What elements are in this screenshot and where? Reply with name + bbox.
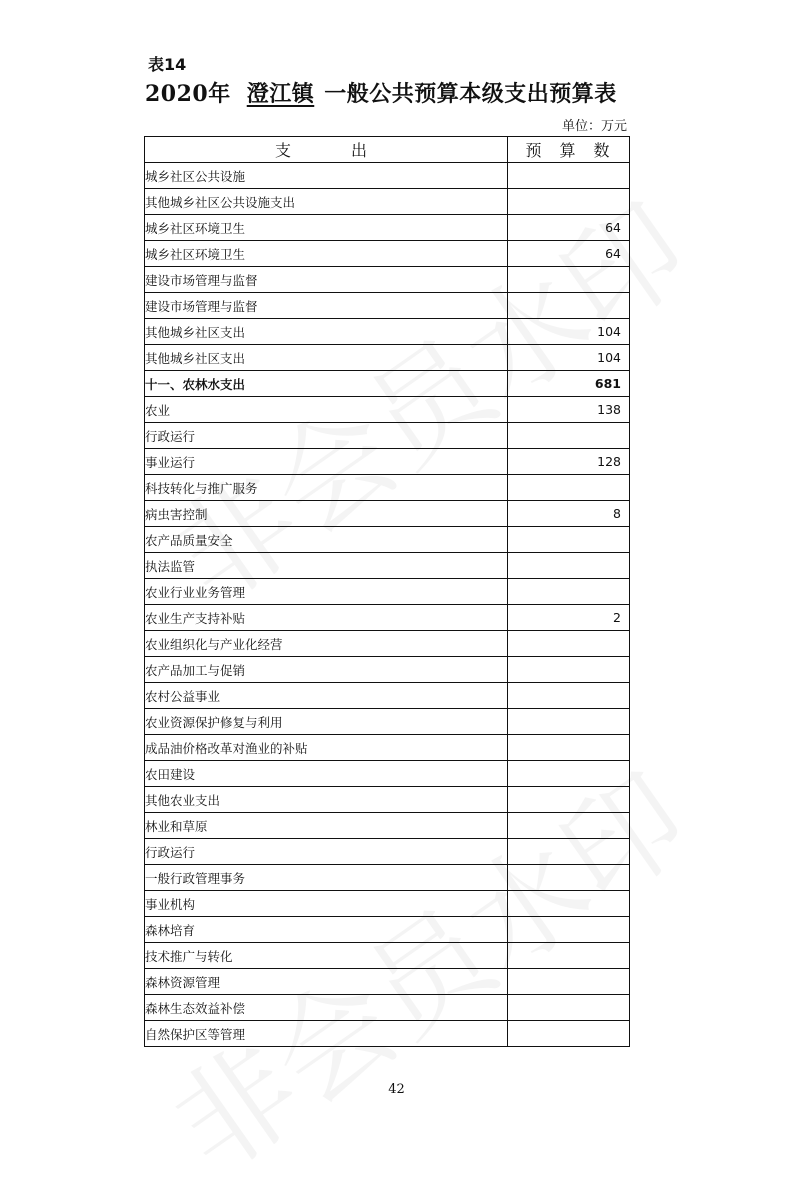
table-row: [145, 943, 630, 969]
table-row: [145, 605, 630, 631]
row-amount: [508, 293, 630, 319]
row-label: 其他城乡社区支出: [145, 319, 508, 345]
row-amount: 104: [508, 319, 630, 345]
table-row: [145, 683, 630, 709]
row-amount: [508, 657, 630, 683]
table-row: [145, 995, 630, 1021]
row-amount: 64: [508, 241, 630, 267]
row-amount: [508, 943, 630, 969]
row-label: 农产品质量安全: [145, 527, 508, 553]
row-label: 其他城乡社区公共设施支出: [145, 189, 508, 215]
table-row: [145, 215, 630, 241]
column-header-expense: 支出: [145, 137, 508, 163]
row-label: 城乡社区环境卫生: [145, 241, 508, 267]
table-row: [145, 293, 630, 319]
row-amount: [508, 423, 630, 449]
row-amount: [508, 1021, 630, 1047]
row-label: 森林资源管理: [145, 969, 508, 995]
row-amount: 2: [508, 605, 630, 631]
row-amount: [508, 267, 630, 293]
table-row: [145, 501, 630, 527]
table-row: [145, 761, 630, 787]
row-label: 成品油价格改革对渔业的补贴: [145, 735, 508, 761]
row-label: 十一、农林水支出: [145, 371, 508, 397]
row-amount: [508, 995, 630, 1021]
row-amount: [508, 735, 630, 761]
title-year: 2020年: [145, 81, 231, 107]
table-row: [145, 839, 630, 865]
row-amount: [508, 891, 630, 917]
page-number: 42: [388, 1082, 405, 1097]
row-amount: [508, 813, 630, 839]
table-row: [145, 553, 630, 579]
table-row: [145, 657, 630, 683]
table-number: 表14: [148, 55, 187, 74]
row-amount: [508, 189, 630, 215]
row-amount: [508, 579, 630, 605]
budget-table: [144, 136, 630, 1047]
table-row: [145, 579, 630, 605]
row-label: 一般行政管理事务: [145, 865, 508, 891]
table-row: [145, 319, 630, 345]
row-amount: [508, 475, 630, 501]
row-label: 农产品加工与促销: [145, 657, 508, 683]
table-row: [145, 241, 630, 267]
row-label: 行政运行: [145, 423, 508, 449]
row-amount: [508, 839, 630, 865]
row-label: 行政运行: [145, 839, 508, 865]
row-amount: 681: [508, 371, 630, 397]
row-amount: [508, 527, 630, 553]
row-amount: [508, 761, 630, 787]
row-label: 森林生态效益补偿: [145, 995, 508, 1021]
row-amount: [508, 553, 630, 579]
row-amount: 138: [508, 397, 630, 423]
table-row: [145, 397, 630, 423]
unit-label: 单位：万元: [561, 119, 627, 134]
row-label: 农田建设: [145, 761, 508, 787]
title-rest: 一般公共预算本级支出预算表: [324, 81, 617, 107]
table-row: [145, 917, 630, 943]
table-row: [145, 163, 630, 189]
table-row: [145, 345, 630, 371]
column-header-amount: 预算数: [508, 137, 630, 163]
row-label: 病虫害控制: [145, 501, 508, 527]
row-amount: 8: [508, 501, 630, 527]
table-row: [145, 527, 630, 553]
row-label: 森林培育: [145, 917, 508, 943]
table-row: [145, 709, 630, 735]
page-title: [145, 77, 617, 108]
row-label: 农业: [145, 397, 508, 423]
row-label: 其他城乡社区支出: [145, 345, 508, 371]
table-row: [145, 813, 630, 839]
table-row: [145, 865, 630, 891]
table-row: [145, 1021, 630, 1047]
table-row: [145, 787, 630, 813]
row-label: 农业行业业务管理: [145, 579, 508, 605]
row-amount: [508, 683, 630, 709]
row-amount: [508, 917, 630, 943]
title-town: 澄江镇: [246, 81, 315, 107]
row-label: 城乡社区公共设施: [145, 163, 508, 189]
row-label: 城乡社区环境卫生: [145, 215, 508, 241]
row-label: 自然保护区等管理: [145, 1021, 508, 1047]
row-label: 林业和草原: [145, 813, 508, 839]
row-amount: [508, 163, 630, 189]
row-amount: [508, 709, 630, 735]
table-row: [145, 449, 630, 475]
row-label: 其他农业支出: [145, 787, 508, 813]
row-label: 事业运行: [145, 449, 508, 475]
row-amount: [508, 631, 630, 657]
row-amount: 128: [508, 449, 630, 475]
row-label: 农业生产支持补贴: [145, 605, 508, 631]
table-row: [145, 969, 630, 995]
row-label: 建设市场管理与监督: [145, 267, 508, 293]
row-amount: [508, 865, 630, 891]
table-header-row: [145, 137, 630, 163]
row-label: 农村公益事业: [145, 683, 508, 709]
table-row: [145, 267, 630, 293]
row-label: 执法监管: [145, 553, 508, 579]
row-amount: 64: [508, 215, 630, 241]
row-label: 农业组织化与产业化经营: [145, 631, 508, 657]
table-row: [145, 631, 630, 657]
row-label: 农业资源保护修复与利用: [145, 709, 508, 735]
table-row: [145, 371, 630, 397]
table-row: [145, 189, 630, 215]
table-row: [145, 891, 630, 917]
row-amount: [508, 787, 630, 813]
table-row: [145, 475, 630, 501]
row-label: 科技转化与推广服务: [145, 475, 508, 501]
row-label: 技术推广与转化: [145, 943, 508, 969]
row-label: 建设市场管理与监督: [145, 293, 508, 319]
table-row: [145, 423, 630, 449]
row-amount: 104: [508, 345, 630, 371]
row-label: 事业机构: [145, 891, 508, 917]
table-row: [145, 735, 630, 761]
row-amount: [508, 969, 630, 995]
